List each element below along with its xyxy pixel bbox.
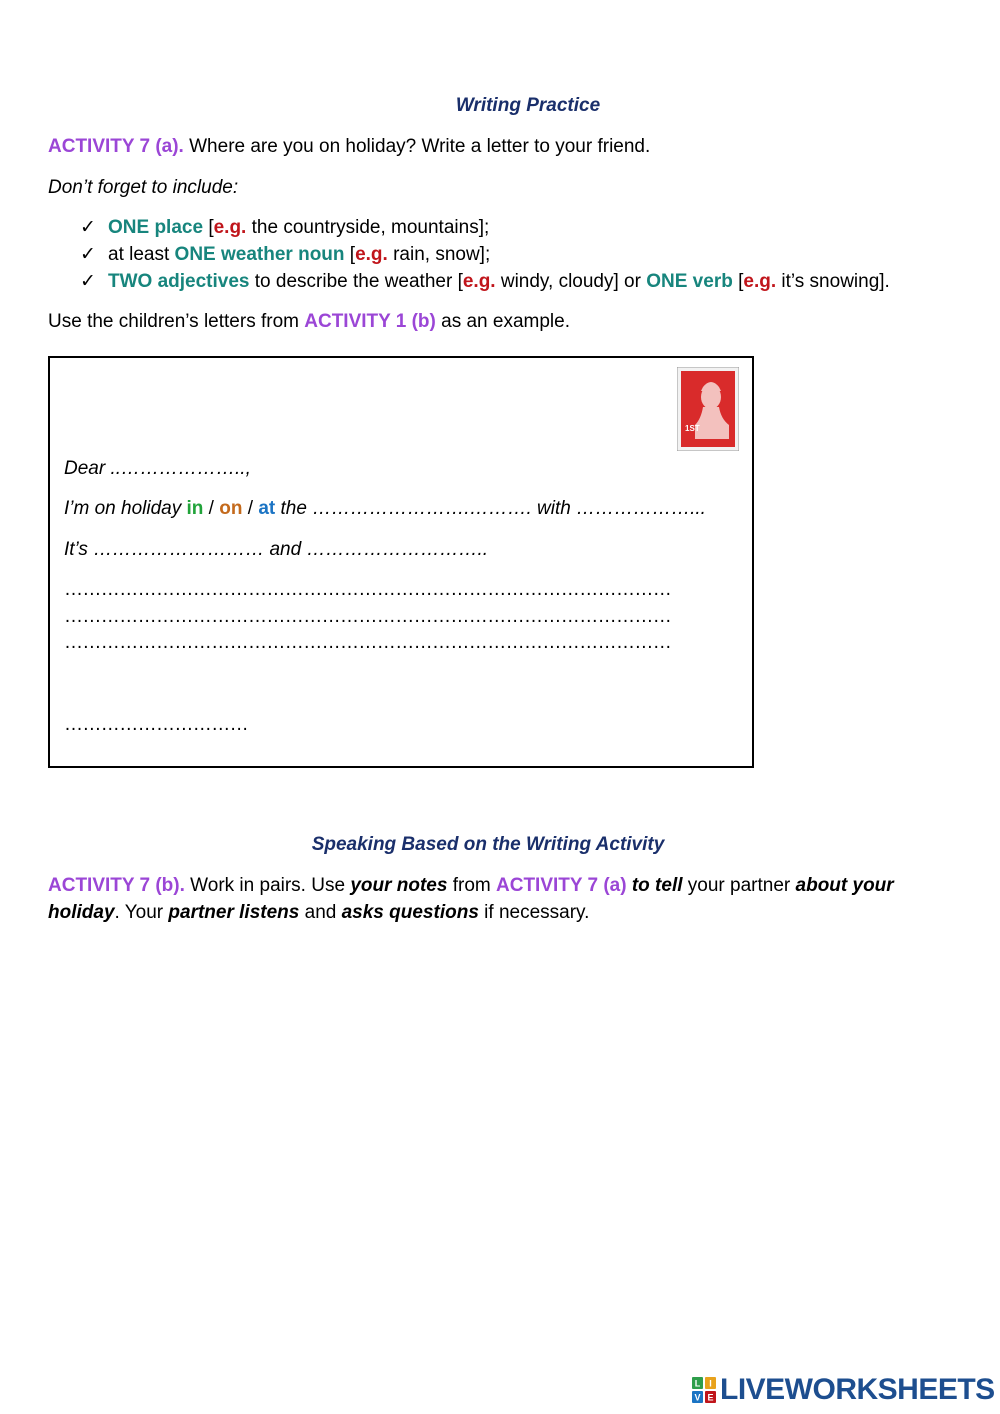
preposition-at: at [258, 498, 276, 519]
checklist-text-part: the countryside, mountains]; [246, 217, 490, 238]
preposition-separator-2: / [242, 498, 259, 519]
checkmark-icon: ✓ [80, 244, 96, 265]
activity-7b-label: ACTIVITY 7 (b). [48, 875, 185, 896]
checklist-item [80, 241, 980, 268]
logo-letter-l: L [694, 1378, 701, 1389]
logo-text: LIVEWORKSHEETS [720, 1373, 995, 1406]
checklist-text-part: ONE verb [646, 271, 733, 292]
checkmark-icon: ✓ [80, 217, 96, 238]
activity-7a-text: Where are you on holiday? Write a letter to your friend. [183, 136, 651, 157]
speaking-text-3: from [447, 875, 496, 896]
speaking-to-tell: to tell [631, 875, 683, 896]
logo-letter-i: I [709, 1378, 712, 1389]
stamp-label: 1ST [685, 424, 700, 433]
holiday-prefix: I’m on holiday [64, 498, 187, 519]
letter-greeting: Dear ..……………….., [64, 458, 251, 479]
speaking-title: Speaking Based on the Writing Activity [311, 834, 665, 855]
writing-line-1: ……………………………………………………………………………………… [64, 579, 672, 600]
checklist-text-part: [ [344, 244, 356, 265]
activity-1b-reference: ACTIVITY 1 (b) [304, 311, 436, 332]
letter-holiday-line [64, 498, 706, 520]
checklist-item [80, 214, 980, 241]
writing-line-2: ……………………………………………………………………………………… [64, 606, 672, 627]
postage-stamp-icon [677, 367, 739, 451]
reminder-text: Don’t forget to include: [48, 177, 239, 198]
activity-7b-instruction [48, 872, 948, 926]
liveworksheets-logo [692, 1374, 995, 1406]
signature-line: ………………………… [64, 714, 249, 735]
checklist-text-part: rain, snow]; [387, 244, 491, 265]
logo-letter-v: V [694, 1392, 701, 1403]
checklist-text-part: to describe the weather [ [249, 271, 463, 292]
speaking-partner-listens: partner listens [168, 902, 300, 923]
checklist-text-part: it’s snowing]. [776, 271, 890, 292]
liveworksheets-logo-icon [692, 1377, 716, 1403]
activity-7a-label: ACTIVITY 7 (a). [48, 136, 184, 157]
speaking-activity-7a-ref: ACTIVITY 7 (a) [496, 875, 627, 896]
checklist-item [80, 268, 980, 295]
example-prefix: Use the children’s letters from [48, 311, 305, 332]
preposition-on: on [219, 498, 243, 519]
speaking-about-holiday: about your holiday [48, 875, 894, 923]
speaking-text-7: your partner [682, 875, 796, 896]
speaking-text-11: and [299, 902, 342, 923]
checklist-text-part: at least [108, 244, 175, 265]
checklist-text-part: e.g. [462, 271, 496, 292]
speaking-your-notes: your notes [350, 875, 448, 896]
checklist-text-part: e.g. [743, 271, 777, 292]
holiday-mid: the …………………….………. with ………………... [275, 498, 706, 519]
checklist-text-part: TWO adjectives [108, 271, 250, 292]
letter-weather-line: It’s ……………………… and ……………………….. [64, 539, 489, 560]
checklist-text-part: e.g. [355, 244, 388, 265]
example-instruction [48, 308, 948, 335]
logo-letter-e: E [707, 1392, 714, 1403]
checklist-text-part: windy, cloudy] or [495, 271, 647, 292]
preposition-in: in [186, 498, 204, 519]
speaking-text-9: . Your [114, 902, 169, 923]
preposition-separator-1: / [203, 498, 220, 519]
speaking-text-1: Work in pairs. Use [184, 875, 351, 896]
checklist-text-part: ONE weather noun [174, 244, 345, 265]
example-suffix: as an example. [435, 311, 570, 332]
speaking-asks-questions: asks questions [341, 902, 479, 923]
letter-box [48, 356, 754, 768]
checklist-text-part: e.g. [213, 217, 247, 238]
activity-7a-instruction [48, 133, 948, 160]
checklist-text-part: [ [732, 271, 744, 292]
checklist-text-part: [ [203, 217, 214, 238]
checkmark-icon: ✓ [80, 271, 96, 292]
requirements-checklist [80, 214, 980, 295]
writing-line-3: ……………………………………………………………………………………… [64, 632, 672, 653]
speaking-text-13: if necessary. [478, 902, 590, 923]
checklist-text-part: ONE place [108, 217, 204, 238]
writing-practice-title: Writing Practice [455, 95, 601, 116]
